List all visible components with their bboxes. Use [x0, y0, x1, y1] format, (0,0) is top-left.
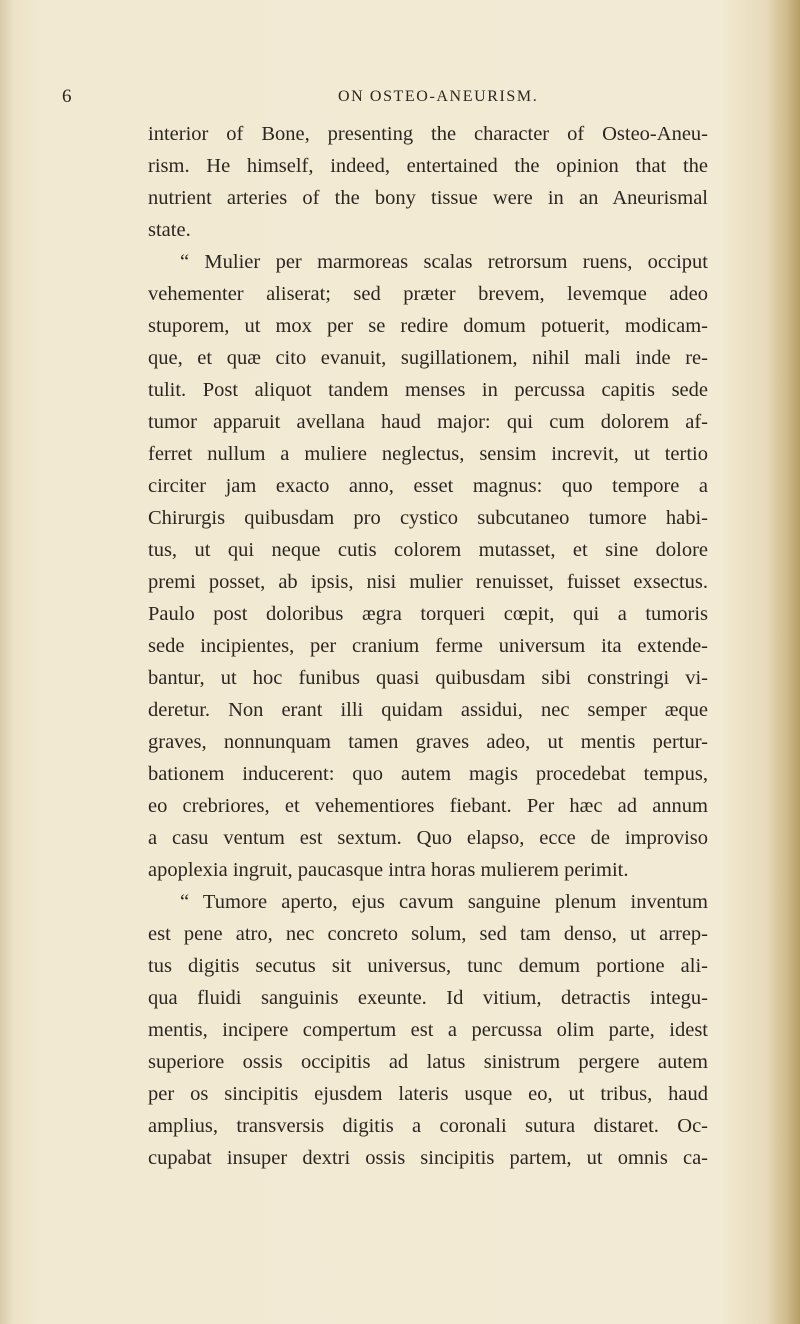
text-line: “ Mulier per marmoreas scalas retrorsum ruens, occiput — [180, 251, 708, 273]
binding-shadow — [766, 0, 800, 1324]
text-line: vehementer aliserat; sed præter brevem, levemque adeo — [148, 283, 708, 305]
body-text — [148, 118, 708, 1174]
text-line: mentis, incipere compertum est a percussa olim parte, idest — [148, 1019, 708, 1041]
text-line: qua fluidi sanguinis exeunte. Id vitium, detractis integu- — [148, 987, 708, 1009]
text-line: per os sincipitis ejusdem lateris usque eo, ut tribus, haud — [148, 1083, 708, 1105]
running-title: ON OSTEO-ANEURISM. — [338, 88, 539, 105]
text-line: tus digitis secutus sit universus, tunc demum portione ali- — [148, 955, 708, 977]
text-line: eo crebriores, et vehementiores fiebant. Per hæc ad annum — [148, 795, 708, 817]
text-line: stuporem, ut mox per se redire domum potuerit, modicam- — [148, 315, 708, 337]
text-line: sede incipientes, per cranium ferme universum ita extende- — [148, 635, 708, 657]
text-line: que, et quæ cito evanuit, sugillationem, nihil mali inde re- — [148, 347, 708, 369]
text-line: rism. He himself, indeed, entertained the opinion that the — [148, 155, 708, 177]
text-line: graves, nonnunquam tamen graves adeo, ut mentis pertur- — [148, 731, 708, 753]
text-line: tulit. Post aliquot tandem menses in percussa capitis sede — [148, 379, 708, 401]
text-line: ferret nullum a muliere neglectus, sensim increvit, ut tertio — [148, 443, 708, 465]
text-line: bantur, ut hoc funibus quasi quibusdam sibi constringi vi- — [148, 667, 708, 689]
page-number: 6 — [62, 86, 72, 107]
text-line: nutrient arteries of the bony tissue were in an Aneurismal — [148, 187, 708, 209]
text-line: Chirurgis quibusdam pro cystico subcutaneo tumore habi- — [148, 507, 708, 529]
text-line: est pene atro, nec concreto solum, sed tam denso, ut arrep- — [148, 923, 708, 945]
text-line: interior of Bone, presenting the character of Osteo-Aneu- — [148, 123, 708, 145]
text-line: apoplexia ingruit, paucasque intra horas mulierem perimit. — [148, 859, 629, 881]
page-left-edge — [0, 0, 14, 1324]
text-line: amplius, transversis digitis a coronali sutura distaret. Oc- — [148, 1115, 708, 1137]
text-line: circiter jam exacto anno, esset magnus: quo tempore a — [148, 475, 708, 497]
text-line: superiore ossis occipitis ad latus sinistrum pergere autem — [148, 1051, 708, 1073]
text-line: bationem inducerent: quo autem magis procedebat tempus, — [148, 763, 708, 785]
page-header — [0, 86, 800, 116]
text-line: a casu ventum est sextum. Quo elapso, ecce de improviso — [148, 827, 708, 849]
text-line: state. — [148, 219, 191, 241]
text-line: “ Tumore aperto, ejus cavum sanguine plenum inventum — [180, 891, 708, 913]
text-line: cupabat insuper dextri ossis sincipitis partem, ut omnis ca- — [148, 1147, 708, 1169]
text-line: Paulo post doloribus ægra torqueri cœpit, qui a tumoris — [148, 603, 708, 625]
text-line: deretur. Non erant illi quidam assidui, nec semper æque — [148, 699, 708, 721]
text-line: tus, ut qui neque cutis colorem mutasset, et sine dolore — [148, 539, 708, 561]
text-line: tumor apparuit avellana haud major: qui cum dolorem af- — [148, 411, 708, 433]
text-line: premi posset, ab ipsis, nisi mulier renuisset, fuisset exsectus. — [148, 571, 708, 593]
